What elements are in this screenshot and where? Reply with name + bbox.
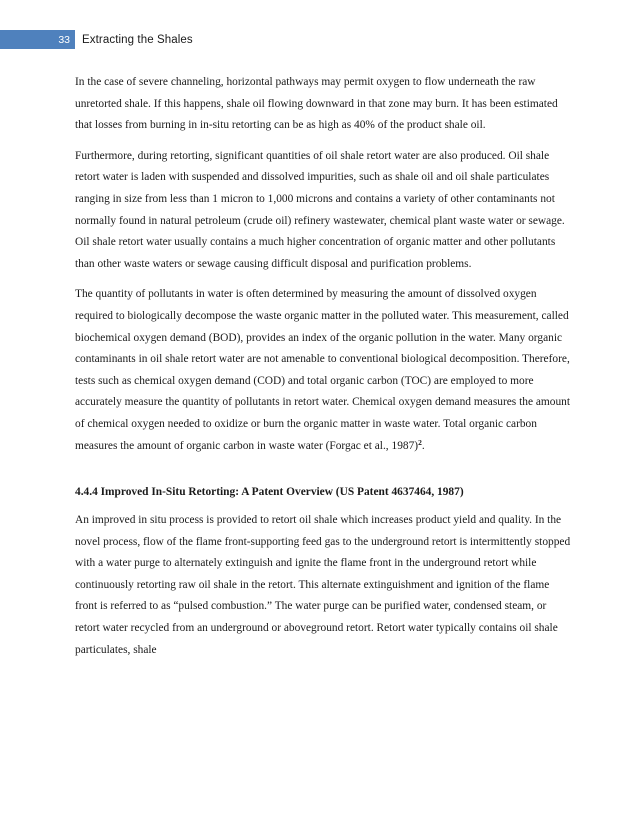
header-title: Extracting the Shales <box>82 33 193 46</box>
paragraph-4: An improved in situ process is provided to retort oil shale which increases product yield and quality. In the novel process, flow of the flame front-supporting feed gas to the underground retort is intermittently stopped with a water purge to alternately extinguish and ignite the flame front in the underground retort while continuously retorting raw oil shale in the retort. This alternate extinguishment and ignition of the flame front is referred to as “pulsed combustion.” The water purge can be purified water, condensed steam, or retort water recycled from an underground or aboveground retort. Retort water typically contains oil shale particulates, shale <box>75 514 571 656</box>
paragraph-3 <box>75 284 572 457</box>
paragraph-1: In the case of severe channeling, horizontal pathways may permit oxygen to flow underneath the raw unretorted shale. If this happens, shale oil flowing downward in that zone may burn. It has been estimated that losses from burning in in-situ retorting can be as high as 40% of the product shale oil. <box>75 76 558 132</box>
section-heading: 4.4.4 Improved In-Situ Retorting: A Patent Overview (US Patent 4637464, 1987) <box>75 486 464 499</box>
page-body <box>75 72 572 670</box>
page-number: 33 <box>0 30 75 49</box>
paragraph-3-end: . <box>421 439 425 452</box>
page-header <box>0 30 193 49</box>
paragraph-2: Furthermore, during retorting, significant quantities of oil shale retort water are also produced. Oil shale retort water is laden with suspended and dissolved impurities, such as shale oil and oil shale particulates ranging in size from less than 1 micron to 1,000 microns and contains a variety of other contaminants not normally found in natural petroleum (crude oil) refinery wastewater, chemical plant waste water or sewage. Oil shale retort water usually contains a much higher concentration of organic matter and other pollutants than other waste waters or sewage causing difficult disposal and purification problems. <box>75 149 565 270</box>
citation-superscript: 2 <box>418 437 422 447</box>
paragraph-3-text: The quantity of pollutants in water is often determined by measuring the amount of dissolved oxygen required to biologically decompose the waste organic matter in the polluted water. This measurement, called biochemical oxygen demand (BOD), provides an index of the organic pollution in the water. Many organic contaminants in oil shale retort water are not amenable to conventional biological decomposition. Therefore, tests such as chemical oxygen demand (COD) and total organic carbon (TOC) are employed to more accurately measure the quantity of pollutants in retort water. Chemical oxygen demand measures the amount of chemical oxygen needed to oxidize or burn the organic matter in waste water. Total organic carbon measures the amount of organic carbon in waste water (Forgac et al., 1987) <box>75 288 571 452</box>
